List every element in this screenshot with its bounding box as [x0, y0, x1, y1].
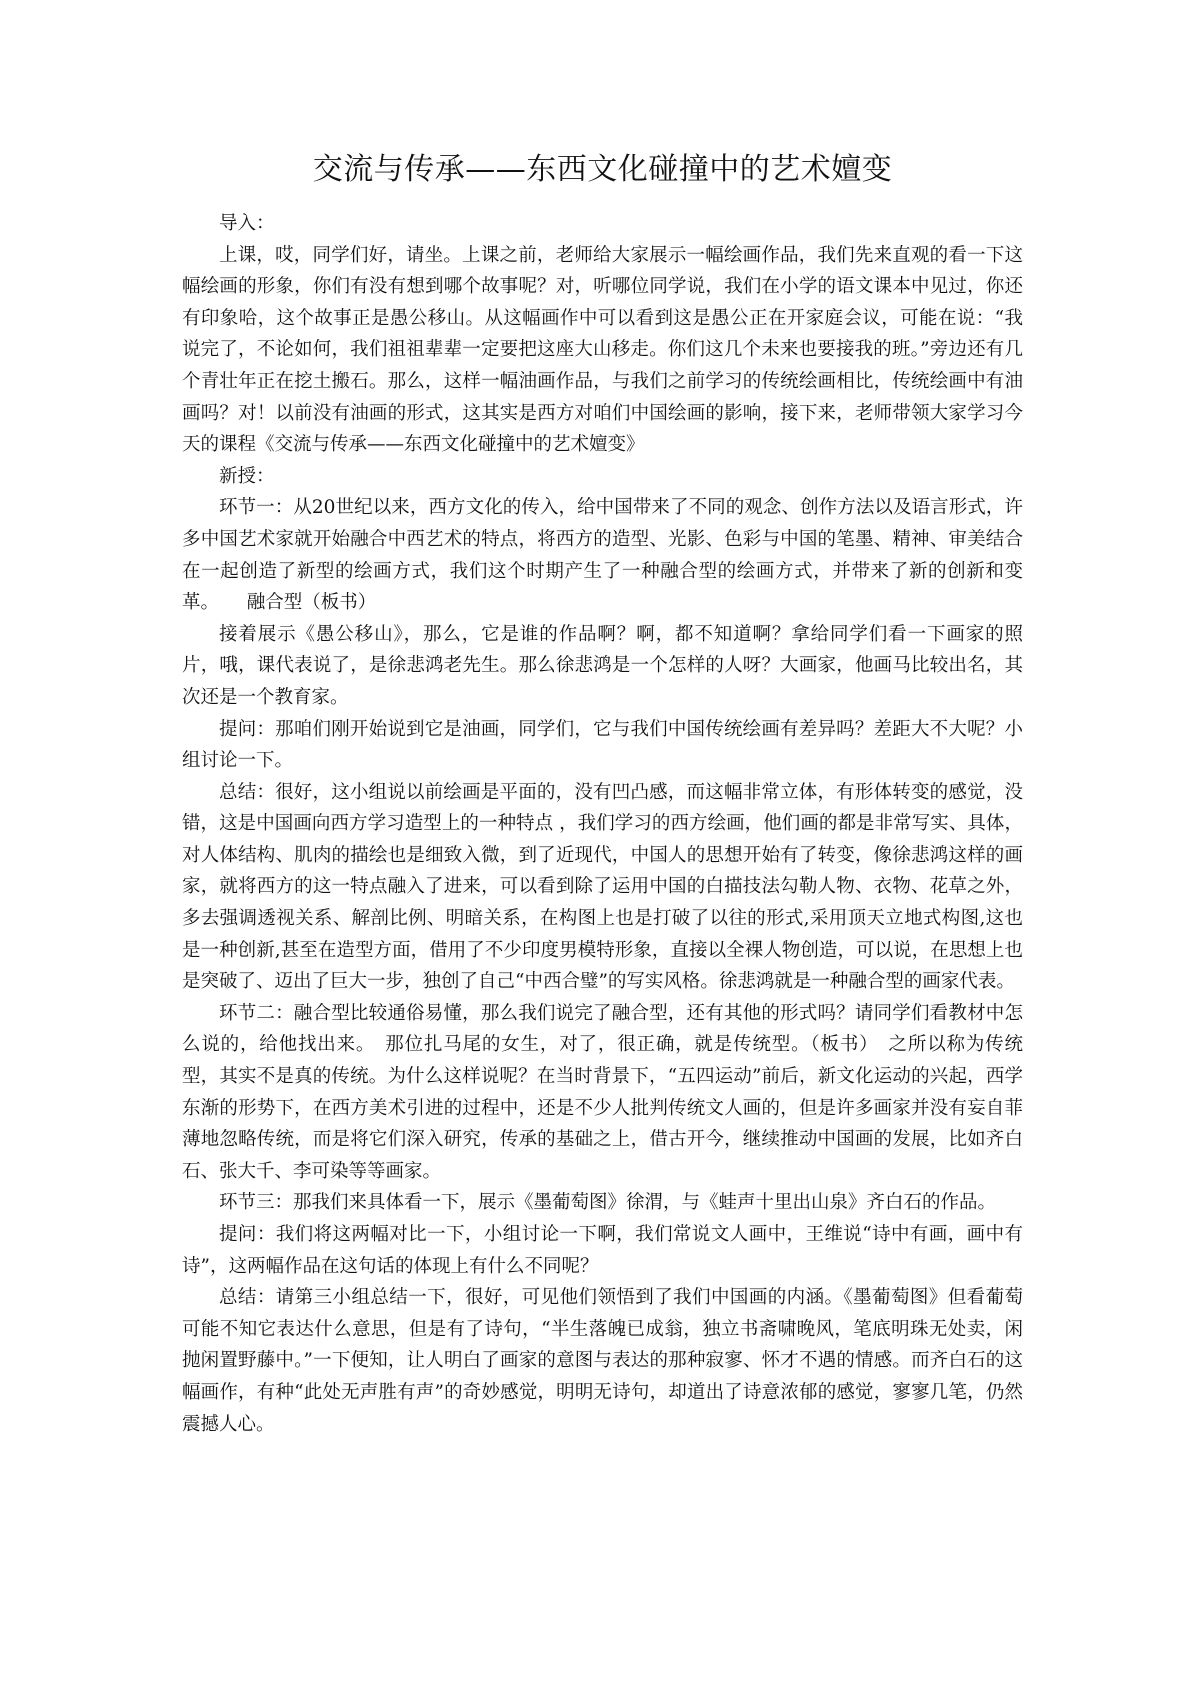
document-body [182, 208, 1023, 1440]
paragraph-yugong-display: 接着展示《愚公移山》，那么，它是谁的作品啊？啊，都不知道啊？拿给同学们看一下画家的照片，哦，课代表说了，是徐悲鸿老先生。那么徐悲鸿是一个怎样的人呀？大画家，他画马比较出名，其次还是一个教育家。 [182, 623, 1023, 708]
paragraph-section-three: 环节三：那我们来具体看一下，展示《墨葡萄图》徐渭，与《蛙声十里出山泉》齐白石的作品。 [219, 1192, 997, 1214]
paragraph-intro-heading: 导入： [219, 213, 275, 234]
paragraph-summary-one: 总结：很好，这小组说以前绘画是平面的，没有凹凸感，而这幅非常立体，有形体转变的感觉，没错，这是中国画向西方学习造型上的一种特点 ，我们学习的西方绘画，他们画的都是非常写实、具体，对人体结构、肌肉的描绘也是细致入微，到了近现代，中国人的思想开始有了转变，像徐悲鸿这样的画家，就将西方的这一特点融入了进来，可以看到除了运用中国的白描技法勾勒人物、衣物、花草之外，多去强调透视关系、解剖比例、明暗关系，在构图上也是打破了以往的形式,采用顶天立地式构图,这也是一种创新,甚至在造型方面，借用了不少印度男模特形象，直接以全裸人物创造，可以说，在思想上也是突破了、迈出了巨大一步，独创了自己“中西合璧”的写实风格。徐悲鸿就是一种融合型的画家代表。 [182, 781, 1023, 993]
paragraph-section-two: 环节二：融合型比较通俗易懂，那么我们说完了融合型，还有其他的形式吗？请同学们看教材中怎么说的，给他找出来。 那位扎马尾的女生，对了，很正确，就是传统型。（板书） 之所以称为传统型，其实不是真的传统。为什么这样说呢？在当时背景下，“五四运动”前后，新文化运动的兴起，西学东渐的形势下，在西方美术引进的过程中，还是不少人批判传统文人画的，但是许多画家并没有妄自菲薄地忽略传统，而是将它们深入研究，传承的基础之上，借古开今，继续推动中国画的发展，比如齐白石、张大千、李可染等等画家。 [182, 1002, 1023, 1182]
paragraph-question-two: 提问：我们将这两幅对比一下，小组讨论一下啊，我们常说文人画中，王维说“诗中有画，画中有诗”，这两幅作品在这句话的体现上有什么不同呢？ [182, 1224, 1023, 1277]
paragraph-summary-two: 总结：请第三小组总结一下，很好，可见他们领悟到了我们中国画的内涵。《墨葡萄图》但看葡萄可能不知它表达什么意思，但是有了诗句，“半生落魄已成翁，独立书斋啸晚风，笔底明珠无处卖，闲抛闲置野藤中。”一下便知，让人明白了画家的意图与表达的那种寂寥、怀才不遇的情感。而齐白石的这幅画作，有种“此处无声胜有声”的奇妙感觉，明明无诗句，却道出了诗意浓郁的感觉，寥寥几笔，仍然震撼人心。 [182, 1287, 1023, 1435]
document-title: 交流与传承——东西文化碰撞中的艺术嬗变 [312, 152, 893, 187]
paragraph-intro-text: 上课，哎，同学们好，请坐。上课之前，老师给大家展示一幅绘画作品，我们先来直观的看一下这幅绘画的形象，你们有没有想到哪个故事呢？对，听哪位同学说，我们在小学的语文课本中见过，你还有印象哈，这个故事正是愚公移山。从这幅画作中可以看到这是愚公正在开家庭会议，可能在说：“我说完了，不论如何，我们祖祖辈辈一定要把这座大山移走。你们这几个未来也要接我的班。”旁边还有几个青壮年正在挖土搬石。那么，这样一幅油画作品，与我们之前学习的传统绘画相比，传统绘画中有油画吗？对！以前没有油画的形式，这其实是西方对咱们中国绘画的影响，接下来，老师带领大家学习今天的课程《交流与传承——东西文化碰撞中的艺术嬗变》 [182, 244, 1023, 456]
paragraph-new-lesson-heading: 新授： [219, 465, 275, 487]
paragraph-question-one: 提问：那咱们刚开始说到它是油画，同学们，它与我们中国传统绘画有差异吗？差距大不大呢？小组讨论一下。 [182, 718, 1023, 772]
paragraph-section-one: 环节一：从20世纪以来，西方文化的传入，给中国带来了不同的观念、创作方法以及语言形式，许多中国艺术家就开始融合中西艺术的特点，将西方的造型、光影、色彩与中国的笔墨、精神、审美结合在一起创造了新型的绘画方式，我们这个时期产生了一种融合型的绘画方式，并带来了新的创新和变革。 融合型（板书） [182, 497, 1023, 614]
